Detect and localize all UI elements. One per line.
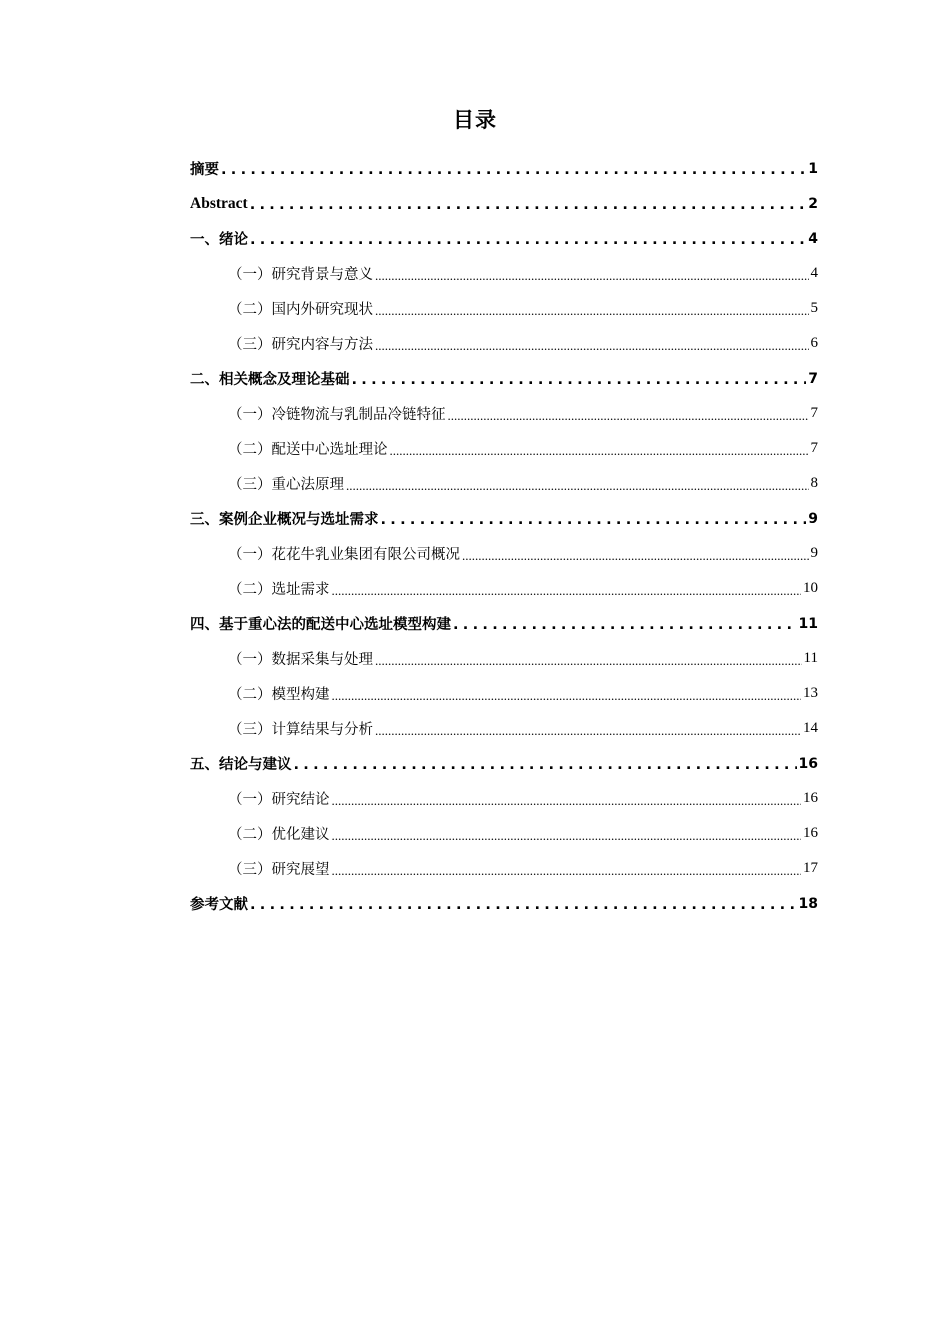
dot-leader [332,829,802,851]
toc-entry-title: （一）研究结论 [228,792,330,808]
toc-section-entry[interactable] [190,676,818,711]
dot-leader [332,794,802,816]
dot-leader [332,584,802,606]
toc-entry-title: （二）选址需求 [228,582,330,598]
dot-leader [332,864,802,886]
toc-chapter-entry[interactable] [190,361,818,396]
toc-page-number: 16 [798,755,818,772]
toc-entry-title: （一）数据采集与处理 [228,652,373,668]
toc-page-number: 9 [808,510,818,527]
toc-entry-title: （一）研究背景与意义 [228,267,373,283]
toc-page-number: 1 [808,160,818,177]
toc-entry-title: 五、结论与建议 [190,757,292,773]
toc-page-number: 4 [810,265,818,281]
toc-entry-title: （一）花花牛乳业集团有限公司概况 [228,547,460,563]
toc-chapter-entry[interactable] [190,186,818,221]
dot-leader [453,618,797,642]
toc-section-entry[interactable] [190,816,818,851]
toc-section-entry[interactable] [190,571,818,606]
dot-leader [332,689,802,711]
toc-page-number: 18 [798,895,818,912]
toc-page-number: 7 [810,405,818,421]
toc-page-number: 16 [803,790,818,806]
dot-leader [448,409,809,431]
toc-entry-title: 三、案例企业概况与选址需求 [190,512,379,528]
toc-entry-title: （一）冷链物流与乳制品冷链特征 [228,407,446,423]
table-of-contents [190,151,818,921]
toc-section-entry[interactable] [190,641,818,676]
toc-entry-title: 一、绪论 [190,232,248,248]
toc-chapter-entry[interactable] [190,501,818,536]
toc-page-number: 10 [803,580,818,596]
toc-entry-title: 四、基于重心法的配送中心选址模型构建 [190,617,451,633]
toc-entry-title: 摘要 [190,162,219,178]
toc-page-number: 7 [810,440,818,456]
toc-section-entry[interactable] [190,711,818,746]
toc-page-number: 11 [803,650,818,666]
toc-chapter-entry[interactable] [190,151,818,186]
toc-chapter-entry[interactable] [190,886,818,921]
toc-page-number: 9 [810,545,818,561]
toc-section-entry[interactable] [190,291,818,326]
dot-leader [346,479,809,501]
toc-page-number: 4 [808,230,818,247]
toc-chapter-entry[interactable] [190,221,818,256]
dot-leader [250,233,806,257]
dot-leader [352,373,807,397]
dot-leader [250,198,807,222]
dot-leader [375,269,809,291]
dot-leader [381,513,807,537]
toc-section-entry[interactable] [190,466,818,501]
toc-entry-title: 二、相关概念及理论基础 [190,372,350,388]
toc-page-number: 16 [803,825,818,841]
toc-section-entry[interactable] [190,396,818,431]
dot-leader [390,444,809,466]
toc-section-entry[interactable] [190,781,818,816]
toc-entry-title: （三）研究内容与方法 [228,337,373,353]
toc-section-entry[interactable] [190,326,818,361]
toc-page-number: 14 [803,720,818,736]
toc-page-number: 11 [798,615,818,632]
toc-page-number: 5 [810,300,818,316]
dot-leader [375,339,809,361]
dot-leader [375,724,801,746]
toc-entry-title: （二）模型构建 [228,687,330,703]
toc-section-entry[interactable] [190,536,818,571]
toc-entry-title: （二）配送中心选址理论 [228,442,388,458]
dot-leader [375,304,809,326]
toc-entry-title: （三）重心法原理 [228,477,344,493]
toc-entry-title: 参考文献 [190,897,248,913]
toc-section-entry[interactable] [190,851,818,886]
toc-page-number: 2 [808,195,818,212]
toc-chapter-entry[interactable] [190,746,818,781]
page-title: 目录 [453,108,497,132]
toc-entry-title: （二）优化建议 [228,827,330,843]
toc-entry-title: （二）国内外研究现状 [228,302,373,318]
toc-section-entry[interactable] [190,431,818,466]
toc-page-number: 6 [810,335,818,351]
dot-leader [294,758,797,782]
toc-page-number: 13 [803,685,818,701]
toc-entry-title: （三）计算结果与分析 [228,722,373,738]
dot-leader [250,898,797,922]
dot-leader [221,163,806,187]
toc-entry-title: Abstract [190,194,248,212]
dot-leader [375,654,802,676]
dot-leader [462,549,809,571]
toc-page-number: 7 [808,370,818,387]
toc-page-number: 8 [810,475,818,491]
toc-entry-title: （三）研究展望 [228,862,330,878]
toc-section-entry[interactable] [190,256,818,291]
toc-page-number: 17 [803,860,818,876]
toc-chapter-entry[interactable] [190,606,818,641]
